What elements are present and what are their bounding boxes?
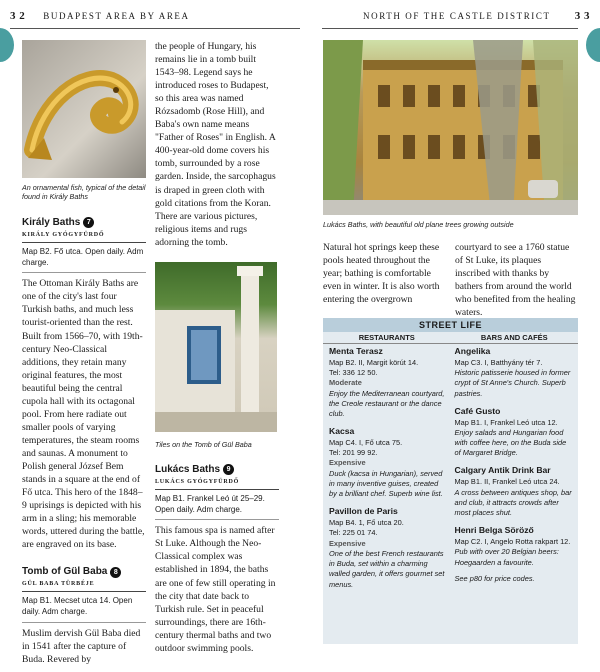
right-page-header [308, 8, 590, 24]
right-section-title: NORTH OF THE CASTLE DISTRICT [363, 11, 551, 21]
left-page-header [10, 8, 300, 24]
gul-baba-title: Tomb of Gül Baba [22, 566, 108, 578]
bar-name: Angelika [454, 346, 491, 356]
bar-desc: Historic patisserie housed in former crypt of St Anne's Church. Superb pastries. [454, 368, 571, 398]
lukacs-continued-left [323, 241, 446, 306]
bar-item [455, 525, 573, 584]
price-codes-note: See p80 for price codes. [454, 573, 535, 583]
bar-item [455, 406, 573, 459]
column-2-bottom [155, 463, 279, 655]
golden-fish-image [22, 40, 146, 178]
bar-desc: A cross between antiques shop, bar and club, it attracts crowds after most places shut. [454, 487, 572, 517]
restaurant-desc: Duck (kacsa in Hungarian), served in many inventive guises, created by a brilliant chef. Superb wine list. [329, 468, 443, 499]
restaurants-list [329, 346, 447, 597]
lukacs-title: Lukács Baths [155, 464, 221, 475]
lukacs-info: Map B1. Frankel Leó út 25–29. Open daily. Adm charge. [155, 490, 279, 521]
tiles-photo [155, 262, 277, 432]
restaurant-desc: Enjoy the Mediterranean courtyard, the Creole restaurant or the dance club. [329, 388, 445, 418]
lukacs-continued-right [455, 241, 578, 319]
bars-list [455, 346, 573, 597]
restaurant-name: Kacsa [329, 426, 355, 437]
fish-photo [22, 40, 146, 178]
bars-cafes-heading: BARS AND CAFÉS [480, 333, 548, 342]
restaurant-price: Expensive [329, 458, 366, 468]
bar-item [455, 465, 573, 518]
kiraly-baths-title: Király Baths [22, 217, 81, 228]
left-section-title: BUDAPEST AREA BY AREA [43, 11, 190, 21]
bar-item [455, 346, 573, 399]
restaurant-name: Menta Terasz [329, 346, 383, 356]
fish-caption: An ornamental fish, typical of the detail found in Király Baths [22, 183, 146, 201]
kiraly-info: Map B2. Fő utca. Open daily. Adm charge. [22, 243, 146, 274]
restaurants-heading: RESTAURANTS [358, 333, 415, 342]
bar-name: Henri Belga Söröző [454, 525, 534, 536]
restaurant-item [329, 346, 447, 419]
street-life-title: STREET LIFE [323, 318, 578, 332]
bar-name: Calgary Antik Drink Bar [454, 465, 551, 476]
right-header-rule [322, 28, 578, 29]
gul-baba-info: Map B1. Mecset utca 14. Open daily. Adm charge. [22, 592, 146, 623]
right-page-number: 3 3 [574, 10, 590, 22]
lukacs-number-badge: 9 [223, 464, 234, 475]
street-life-box [323, 318, 578, 644]
gul-baba-body: Muslim dervish Gül Baba died in 1541 after the capture of Buda. Revered by [22, 627, 141, 665]
street-life-subheaders [323, 332, 578, 344]
lukacs-photo [323, 40, 578, 215]
restaurant-name: Pavillon de Paris [329, 506, 398, 517]
column-2-top [155, 40, 279, 249]
restaurant-item [329, 506, 447, 589]
right-thumb-tab[interactable] [586, 28, 600, 62]
bar-desc: Pub with over 20 Belgian beers: Hoegaarden a favourite. [454, 547, 559, 567]
restaurant-map: Map C4. I, Fő utca 75. [329, 438, 403, 448]
lukacs-caption: Lukács Baths, with beautiful old plane trees growing outside [323, 220, 514, 229]
bar-map: Map C3. I, Batthyány tér 7. [454, 357, 543, 367]
bar-desc: Enjoy salads and Hungarian food with coffee here, on the Buda side of Margaret Bridge. [454, 427, 567, 458]
tomb-tiles-image [155, 262, 277, 432]
restaurant-tel: Tel: 225 01 74. [329, 528, 378, 538]
gul-baba-hungarian-name: GÜL BABA TÜRBÉJE [22, 580, 146, 592]
lukacs-heading [155, 463, 279, 477]
lukacs-body: This famous spa is named after St Luke. Although the Neo-Classical complex was established in 1894, the baths are one of few still operating in the city that date back to Turkish rule. Set in peaceful surroundings, there are 16th-century thermal baths and two outdoor swimming pools. [155, 525, 276, 654]
lukacs-body-continued-1: Natural hot springs keep these pools heated throughout the year; bathing is comfortable even in winter. It is also worth entering the overgrown [323, 242, 440, 306]
bar-name: Café Gusto [454, 405, 501, 416]
bar-map: Map C2. I, Angelo Rotta rakpart 12. [454, 537, 571, 547]
lukacs-hungarian-name: LUKÁCS GYÓGYFÜRDŐ [155, 478, 279, 490]
kiraly-baths-heading [22, 216, 146, 230]
left-thumb-tab[interactable] [0, 28, 14, 62]
restaurant-map: Map B4. 1, Fő utca 20. [329, 518, 404, 528]
gul-baba-number-badge: 8 [110, 567, 121, 578]
tiles-caption: Tiles on the Tomb of Gül Baba [155, 440, 252, 449]
left-header-rule [10, 28, 300, 29]
gul-baba-heading [22, 565, 146, 579]
column-1 [22, 216, 146, 666]
restaurant-price: Moderate [329, 378, 362, 388]
kiraly-number-badge: 7 [83, 217, 94, 228]
kiraly-hungarian-name: KIRÁLY GYÓGYFÜRDŐ [22, 231, 146, 243]
restaurant-tel: Tel: 201 99 92. [329, 448, 378, 458]
restaurant-price: Expensive [329, 538, 366, 548]
bar-map: Map B1. II, Frankel Leó utca 24. [454, 477, 560, 487]
lukacs-body-continued-2: courtyard to see a 1760 statue of St Luke, its plaques inscribed with thanks by bathers from around the world who benefited from the healing waters. [455, 242, 576, 319]
lukacs-building-image [323, 40, 578, 215]
restaurant-map: Map B2. II, Margit körút 14. [329, 357, 419, 367]
restaurant-desc: One of the best French restaurants in Buda, set within a charming walled garden, it offers gourmet set menus. [329, 548, 445, 589]
gul-baba-body-continued: the people of Hungary, his remains lie in a tomb built 1543–98. Legend says he introduced roses to Budapest, so this area was named Rózsadomb (Rose Hill), and Baba's own name means "Father of Roses" in English. A 400-year-old dome covers his tomb, surrounded by a rose garden. Inside, the sarcophagus is draped in green cloth with gold citations from the Koran. There are various pictures, religious items and rugs adorning the tomb. [155, 41, 276, 248]
bar-map: Map B1. I, Frankel Leó utca 12. [454, 417, 558, 427]
kiraly-body: The Ottoman Király Baths are one of the city's last four Turkish baths, and much less tourist-oriented than the rest. Built from 1566–70, with 19th-century Neo-Classical additions, they retain many original features, the most beautiful being the central cupola hall with its octagonal pool. From here radiate out smaller pools of varying temperatures, the steam rooms and saunas. A monument to Polish general József Bem stands in a square at the end of Fő utca. This hero of the 1848–9 uprisings is depicted with his arm in a sling; his memorable words, uttered during the battle, are engraved on its base. [22, 278, 145, 551]
left-page-number: 3 2 [10, 10, 26, 22]
restaurant-tel: Tel: 336 12 50. [329, 368, 378, 378]
restaurant-item [329, 426, 447, 499]
